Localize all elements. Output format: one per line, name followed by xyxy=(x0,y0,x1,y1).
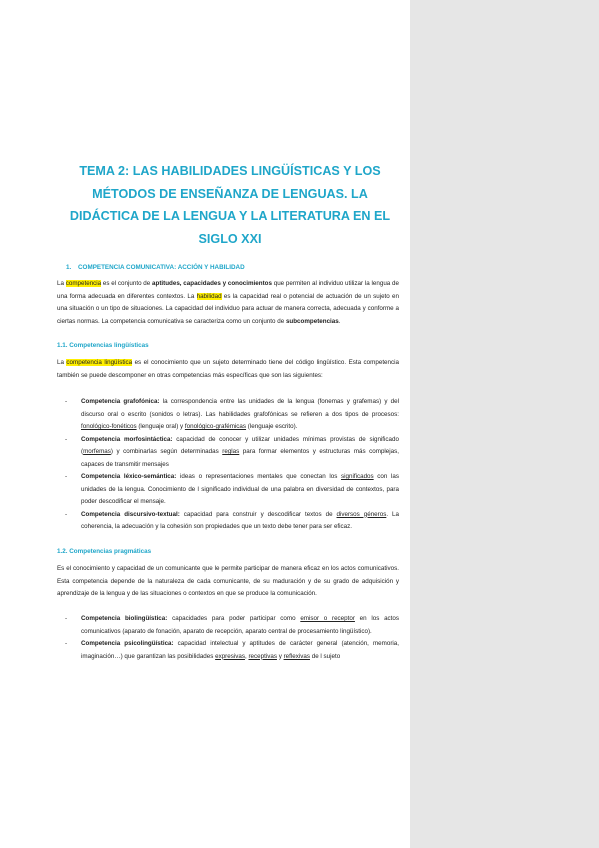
section-1-1-heading: 1.1. Competencias lingüísticas xyxy=(57,342,149,349)
section-1-heading-text: COMPETENCIA COMUNICATIVA: ACCIÓN Y HABILIDAD xyxy=(78,264,245,271)
list-item: - Competencia grafofónica: la correspondencia entre las unidades de la lengua (fonemas y grafemas) y del discurso oral o escrito (sonidos o letras). Las habilidades grafofónicas se refieren a dos tipos de procesos: fonológico-fonéticos (lenguaje oral) y fonológico-grafémicas (lenguaje escrito). xyxy=(65,398,399,430)
section-1-number: 1. xyxy=(66,264,72,271)
section-1-2-heading: 1.2. Competencias pragmáticas xyxy=(57,548,152,555)
highlight-habilidad: habilidad xyxy=(196,292,222,300)
section-1-paragraph: La competencia es el conjunto de aptitudes, capacidades y conocimientos que permiten al individuo utilizar la lengua de una forma adecuada en diferentes contextos. La habilidad es la capacidad real o potencial de actuación de un sujeto en una situación o un tipo de situaciones. La capacidad del individuo para actuar de manera correcta, adecuada y conforme a ciertas normas. La competencia comunicativa se caracteriza como un conjunto de subcompetencias. xyxy=(57,280,399,325)
comments-pane xyxy=(410,0,599,848)
list-item: - Competencia biolingüística: capacidades para poder participar como emisor o receptor en los actos comunicativos (aparato de fonación, aparato de recepción, aparato central de procesamiento lingüístico). xyxy=(65,615,400,635)
list-item: - Competencia morfosintáctica: capacidad de conocer y utilizar unidades mínimas provistas de significado (morfemas) y combinarlas según determinadas reglas para formar elementos y estructuras más complejas, capaces de transmitir mensajes xyxy=(65,435,400,468)
section-1-1-paragraph: La competencia lingüística es el conocimiento que un sujeto determinado tiene del código lingüístico. Esta competencia también se puede descomponer en otras competencias más específicas que son las siguientes: xyxy=(57,359,399,379)
section-1-1-list xyxy=(57,396,399,534)
list-item: - Competencia discursivo-textual: capacidad para construir y descodificar textos de diversos géneros. La coherencia, la adecuación y la cohesión son propiedades que un texto debe tener para ser eficaz. xyxy=(65,510,399,530)
highlight-competencia-linguistica: competencia lingüística xyxy=(66,359,133,366)
list-item: - Competencia psicolingüística: capacidad intelectual y aptitudes de carácter general (atención, memoria, imaginación…) que garantizan las posibilidades expresivas, receptivas y reflexivas de l sujeto xyxy=(65,640,399,660)
section-1-heading xyxy=(66,264,386,271)
document-title: TEMA 2: LAS HABILIDADES LINGÜÍSTICAS Y LOS MÉTODOS DE ENSEÑANZA DE LENGUAS. LA DIDÁCTICA DE LA LENGUA Y LA LITERATURA EN EL SIGLO XXI xyxy=(69,164,391,246)
section-1-2-list xyxy=(57,613,399,663)
highlight-competencia: competencia xyxy=(65,280,102,287)
list-item: - Competencia léxico-semántica: ideas o representaciones mentales que conectan los significados con las unidades de la lengua. Conocimiento de l significado individual de una palabra en diversidad de contextos, para poder descodificar el mensaje. xyxy=(65,473,400,505)
section-1-2-paragraph: Es el conocimiento y capacidad de un comunicante que le permite participar de manera eficaz en los actos comunicativos. Esta competencia depende de la naturaleza de cada comunicante, de su maduración y de su grado de adquisición y aprendizaje de la lengua y de las situaciones o contextos en que se produce la comunicación. xyxy=(57,565,399,597)
